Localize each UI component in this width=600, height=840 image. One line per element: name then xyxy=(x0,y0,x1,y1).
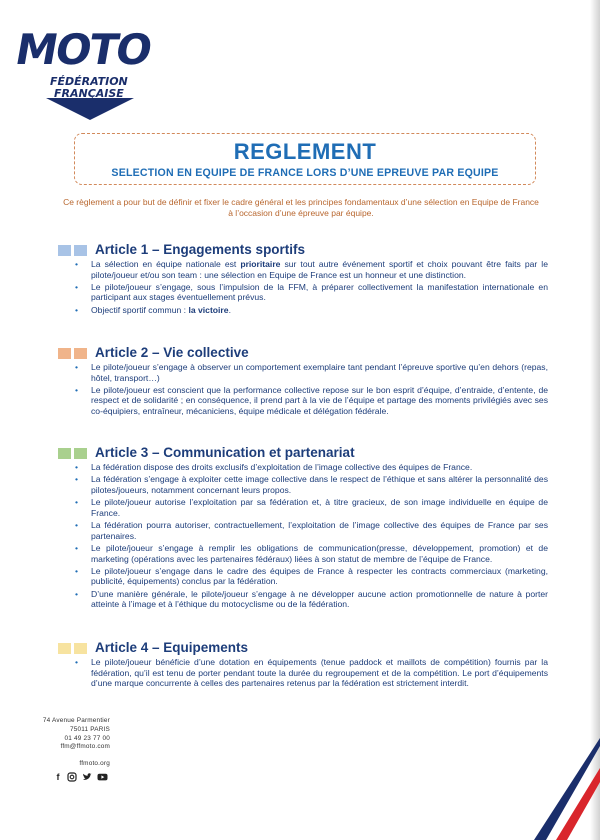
bullet-text: Le pilote/joueur s’engage à remplir les obligations de communication(presse, développement, promotion) et de marketing (opérations avec les partenaires fédéraux) liées à son statut de membre de l’équipe de France. xyxy=(91,542,548,564)
article-bullet-item xyxy=(58,566,548,587)
article-3 xyxy=(58,446,548,612)
article-title: Article 2 – Vie collective xyxy=(95,345,249,360)
bullet-text: La sélection en équipe nationale est xyxy=(91,259,241,269)
intro-text: Ce règlement a pour but de définir et fixer le cadre général et les principes fondamentaux d’une sélection en Equipe de France à l’occasion d’une épreuve par équipe. xyxy=(63,197,539,218)
article-heading xyxy=(58,446,548,462)
article-marker-square xyxy=(58,348,71,359)
article-marker-square xyxy=(58,245,71,256)
logo-line-1: FÉDÉRATION xyxy=(50,75,128,88)
instagram-icon[interactable] xyxy=(67,772,77,782)
bullet-bold-text: prioritaire xyxy=(240,259,281,269)
article-bullet-item xyxy=(58,462,548,473)
bullet-text: La fédération s’engage à exploiter cette image collective dans le respect de l’éthique et sans altérer la personnalité des pilotes/joueurs, notamment concernant leurs propos. xyxy=(91,474,548,495)
document-title: REGLEMENT xyxy=(233,139,377,164)
article-1 xyxy=(58,243,548,317)
article-bullet-list xyxy=(58,362,548,417)
article-bullet-item xyxy=(58,497,548,518)
bullet-text-end: . xyxy=(228,304,231,315)
bullet-text: Le pilote/joueur s’engage, sous l’impulsion de la FFM, à préparer collectivement la manifestation internationale en participant aux stages éventuellement prévus. xyxy=(91,281,548,303)
title-box xyxy=(74,133,536,185)
social-icons xyxy=(53,772,113,784)
bullet-text: Le pilote/joueur s’engage à observer un comportement exemplaire tant pendant l’épreuve sportive qu’en dehors (repas, hôtel, transport…) xyxy=(91,362,548,383)
article-title: Article 1 – Engagements sportifs xyxy=(95,242,306,257)
ffm-logo xyxy=(11,25,155,124)
article-bullet-item xyxy=(58,657,548,689)
footer-email[interactable]: ffm@ffmoto.com xyxy=(60,743,110,751)
article-bullet-item xyxy=(58,520,548,541)
bullet-text: D’une manière générale, le pilote/joueur s’engage à ne développer aucune action promotionnelle de nature à porter atteinte à l’image et à l’éthique du motocyclisme ou de la fédération. xyxy=(91,588,548,610)
article-bullet-list xyxy=(58,657,548,689)
article-bullet-item xyxy=(58,385,548,417)
twitter-icon[interactable] xyxy=(82,772,92,782)
tricolor-stripes xyxy=(520,738,600,840)
footer-address: 74 Avenue Parmentier xyxy=(42,717,110,724)
bullet-text: Objectif sportif commun : xyxy=(91,304,189,315)
bullet-bold-text: la victoire xyxy=(188,304,229,315)
bullet-text: La fédération pourra autoriser, contractuellement, l’exploitation de l’image collective des équipes de France par ses partenaires. xyxy=(91,520,548,541)
logo-line-2: FRANÇAISE xyxy=(54,87,124,100)
article-bullet-item xyxy=(58,362,548,383)
facebook-icon[interactable]: f xyxy=(56,772,60,782)
article-heading xyxy=(58,243,548,259)
bullet-text: Le pilote/joueur bénéficie d’une dotation en équipements (tenue paddock et maillots de compétition) fournis par la fédération, qu’il est tenu de porter pendant toute la durée du regroupement et de la compétition. Le port d’équipements d’une marque concurrente à celles des partenaires retenus par la fédération est strictement interdit. xyxy=(91,657,548,689)
article-2 xyxy=(58,346,548,418)
article-bullet-item xyxy=(58,259,548,280)
article-marker-square xyxy=(58,643,71,654)
article-heading xyxy=(58,641,548,657)
article-marker-square xyxy=(74,643,87,654)
footer-contact xyxy=(18,717,110,769)
bullet-text: Le pilote/joueur s’engage dans le cadre des équipes de France à respecter les contracts commerciaux (marketing, publicité, équipements) conclus par la fédération. xyxy=(91,565,548,587)
article-bullet-item xyxy=(58,474,548,495)
footer-city: 75011 PARIS xyxy=(70,725,110,733)
bullet-text: La fédération dispose des droits exclusifs d’exploitation de l’image collective des équipes de France. xyxy=(91,462,473,472)
footer-website[interactable]: ffmoto.org xyxy=(79,760,110,768)
footer-phone: 01 49 23 77 00 xyxy=(64,734,110,742)
article-title: Article 4 – Equipements xyxy=(95,640,249,655)
article-bullet-list xyxy=(58,462,548,610)
article-bullet-item xyxy=(58,589,548,610)
article-title: Article 3 – Communication et partenariat xyxy=(95,445,355,460)
bullet-text: Le pilote/joueur est conscient que la performance collective repose sur le bon esprit d’équipe, d’entraide, d’entente, de respect et de solidarité ; en conséquence, il prend part à la vie de l’équipe et partage des moments privilégiés avec ses co-équipiers, entraîneur, mécaniciens, équipe médicale et délégation fédérale. xyxy=(91,384,548,417)
article-marker-square xyxy=(74,448,87,459)
article-marker-square xyxy=(74,245,87,256)
youtube-icon[interactable] xyxy=(97,772,107,782)
article-bullet-item xyxy=(58,543,548,564)
article-bullet-item xyxy=(58,305,548,316)
article-heading xyxy=(58,346,548,362)
bullet-text: Le pilote/joueur autorise l’exploitation par sa fédération et, à titre gracieux, de son image individuelle en équipe de France. xyxy=(91,497,548,518)
article-bullet-list xyxy=(58,259,548,315)
article-marker-square xyxy=(58,448,71,459)
logo-word: MOTO xyxy=(11,25,155,74)
article-bullet-item xyxy=(58,282,548,303)
article-4 xyxy=(58,641,548,690)
bullet-text-end: sur tout autre événement sportif et choix pouvant être faits par le pilote/joueur et/ou son team : une sélection en Equipe de France est un honneur et une distinction. xyxy=(91,259,548,280)
article-marker-square xyxy=(74,348,87,359)
document-subtitle: SELECTION EN EQUIPE DE FRANCE LORS D’UNE EPREUVE PAR EQUIPE xyxy=(111,167,499,179)
page-edge-shadow xyxy=(590,0,600,840)
